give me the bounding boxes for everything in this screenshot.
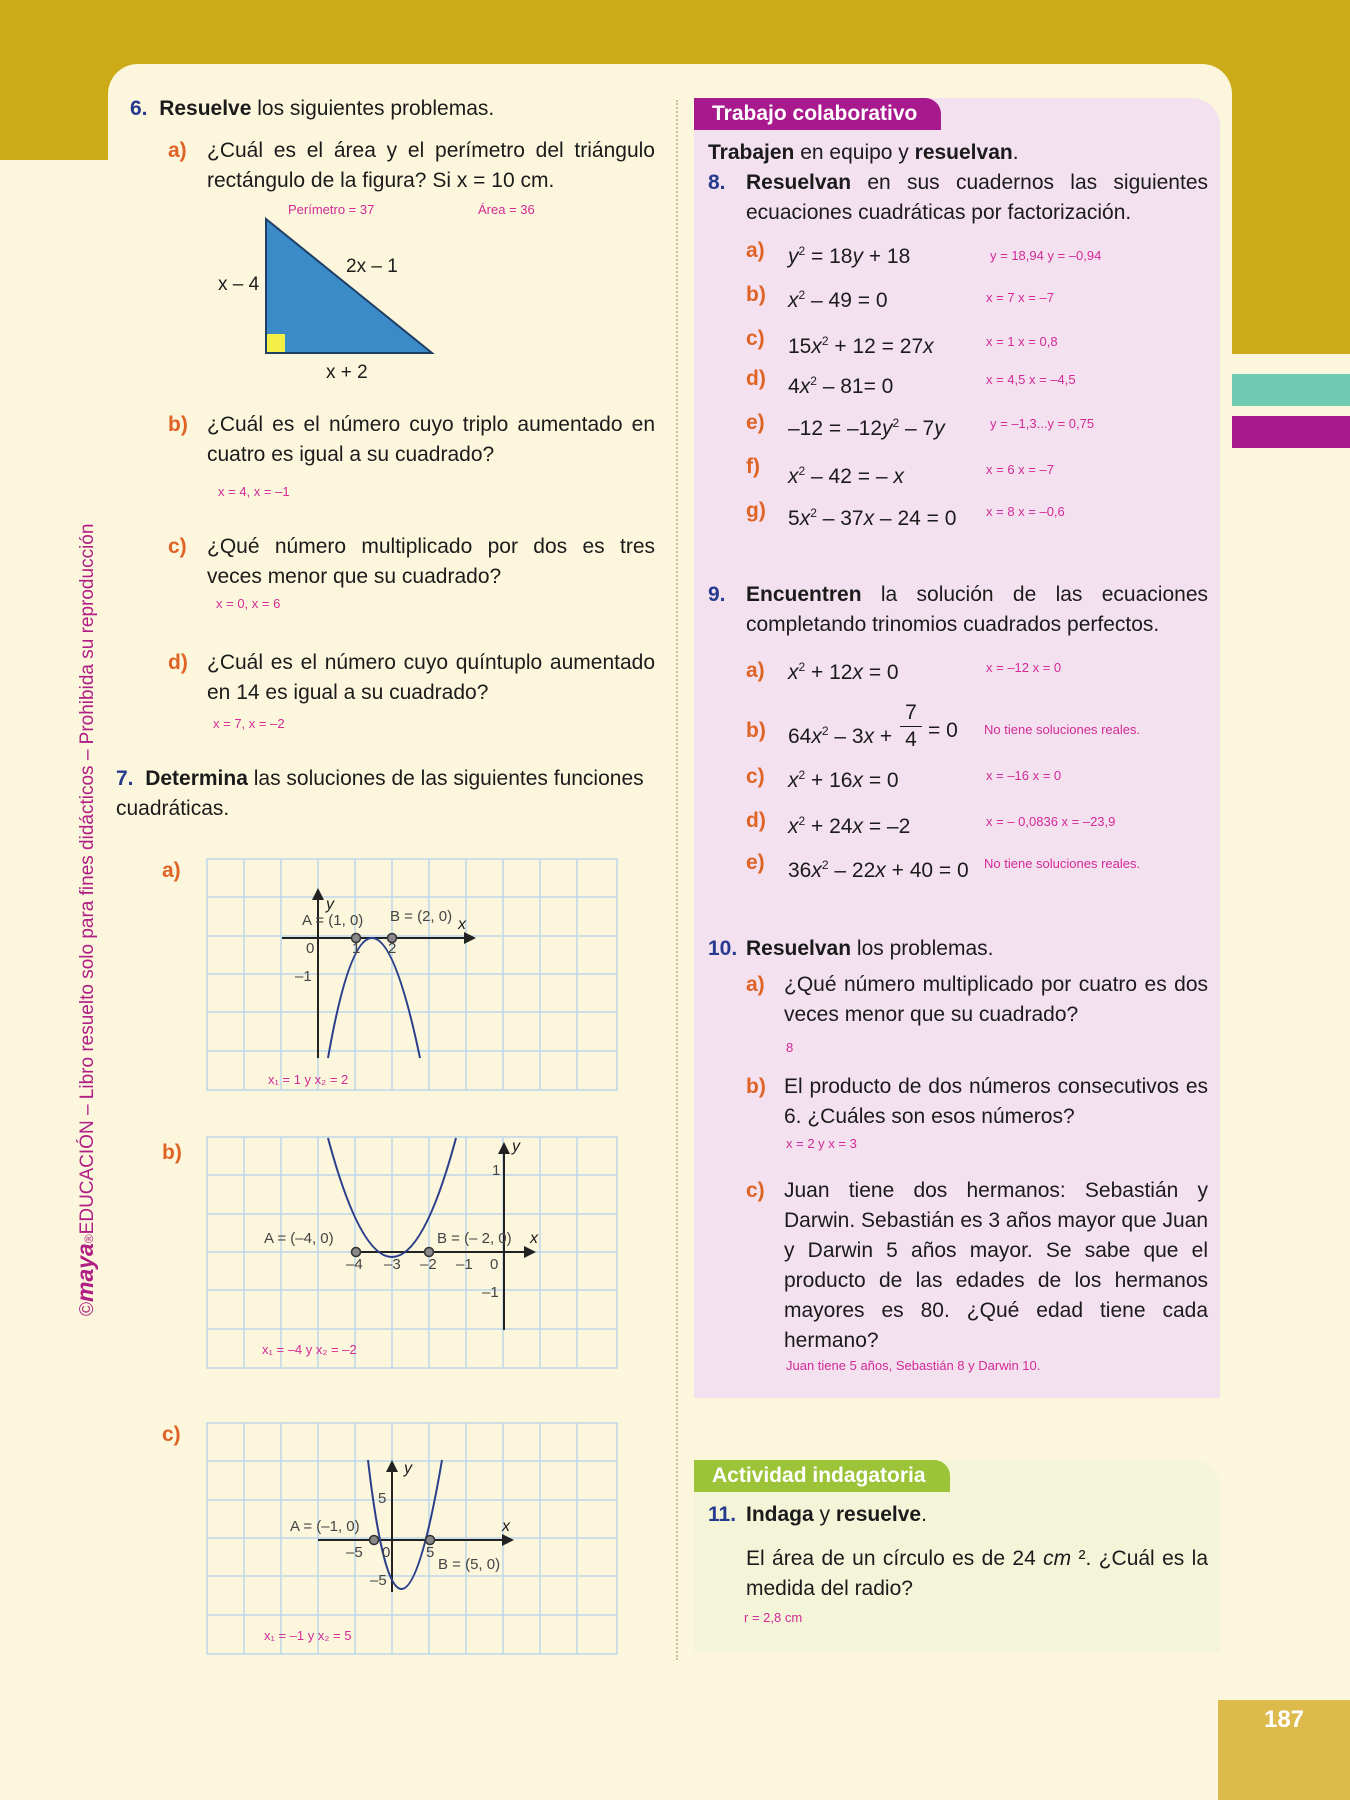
triangle-side-left: x – 4 [218,274,260,295]
q6b-answer: x = 4, x = –1 [218,484,290,499]
page-number: 187 [1263,1706,1305,1733]
graph-a-y-arrow [312,888,324,900]
graph-c-tick-1: –5 [346,1544,363,1561]
q8g-letter: g) [746,499,766,522]
q6d-text: ¿Cuál es el número cuyo quíntuplo aumentado en 14 es igual a su cuadrado? [207,651,655,704]
graph-a-tick-0: 0 [306,940,315,957]
graph-b-tick-6: –1 [482,1284,499,1301]
graph-b-tick-4: 0 [490,1256,499,1273]
q9e-equation: $36x^2 - 22x + 40 = 0$ [788,858,969,882]
q6c-letter: c) [168,535,187,558]
graph-c-tick-3: 5 [426,1544,435,1561]
right-color-band [1232,60,1350,354]
graph-b-tick-1: –3 [384,1256,401,1273]
q8a-letter: a) [746,239,765,262]
graph-b-pointB: B = (– 2, 0) [437,1230,512,1247]
q6d-answer: x = 7, x = –2 [213,716,285,731]
graph-c-tick-0: 5 [378,1490,387,1507]
q9c-answer: x = –16 x = 0 [986,768,1062,783]
graph-a [206,858,618,1092]
q8d-letter: d) [746,367,766,390]
graph-a-parabola [328,938,420,1058]
q9b-fraction: 7 4 [900,700,922,753]
q10c-answer: Juan tiene 5 años, Sebastián 8 y Darwin 10. [786,1358,1041,1373]
q10b-text: El producto de dos números consecutivos es 6. ¿Cuáles son esos números? [784,1075,1208,1128]
section-marker-magenta [1232,416,1350,448]
graph-b-xlabel: x [530,1230,538,1247]
q6a-text: ¿Cuál es el área y el perímetro del triángulo rectángulo de la figura? Si x = 10 cm. [207,139,655,192]
graph-b-tick-5: 1 [492,1162,501,1179]
collab-intro: Trabajen en equipo y resuelvan. [708,141,1019,164]
q9a-equation: $x^2 + 12x = 0$ [788,660,899,684]
q9-heading: Encuentren la solución de las ecuaciones completando trinomios cuadrados perfectos. [746,583,1208,636]
graph-b-tick-2: –2 [420,1256,437,1273]
q8d-answer: x = 4,5 x = –4,5 [986,372,1076,387]
q8e-letter: e) [746,411,765,434]
graph-c-parabola [368,1460,442,1589]
section-marker-teal [1232,374,1350,406]
q8-heading: Resuelvan en sus cuadernos las siguientes ecuaciones cuadráticas por factorización. [746,171,1208,224]
q11-heading: Indaga y resuelve. [746,1503,927,1526]
graph-c-root-1 [370,1536,379,1545]
q10a-answer: 8 [786,1040,794,1055]
graph-c-tick-4: –5 [370,1572,387,1589]
graph-c-pointA: A = (–1, 0) [290,1518,360,1535]
q8b-equation: $x^2 - 49 = 0$ [788,288,888,312]
graph-b [206,1136,618,1370]
graph-a-tick-1: 1 [352,940,361,957]
graph-c-answer: x₁ = –1 y x₂ = 5 [264,1628,352,1643]
graph-a-ylabel: y [326,896,334,913]
q9d-letter: d) [746,809,766,832]
graph-a-pointB: B = (2, 0) [390,908,453,925]
q8f-letter: f) [746,455,760,478]
q8e-equation: $-12 = -12y^2 - 7y$ [788,416,945,440]
q7a-letter: a) [162,859,181,882]
q10a-text: ¿Qué número multiplicado por cuatro es dos veces menor que su cuadrado? [784,973,1208,1026]
q9b-answer: No tiene soluciones reales. [984,722,1141,737]
q11-number: 11. [708,1503,737,1526]
graph-a-xlabel: x [458,916,466,933]
q9c-letter: c) [746,765,765,788]
column-divider [676,100,678,1660]
q6-heading: 6. Resuelve los siguientes problemas. [130,97,495,120]
graph-a-tick-2: 2 [388,940,397,957]
q8a-answer: y = 18,94 y = –0,94 [990,248,1102,263]
q9c-equation: $x^2 + 16x = 0$ [788,768,899,792]
inquiry-tab: Actividad indagatoria [694,1460,950,1492]
q9-number: 9. [708,583,726,606]
q8a-equation: $y^2 = 18y + 18$ [788,244,911,268]
triangle-side-hyp: 2x – 1 [346,256,398,277]
q8b-letter: b) [746,283,766,306]
q7b-letter: b) [162,1141,182,1164]
q9a-letter: a) [746,659,765,682]
q8e-answer: y = –1,3...y = 0,75 [990,416,1095,431]
perimeter-answer: Perímetro = 37 [288,202,375,217]
q8c-equation: $15x^2 + 12 = 27x$ [788,334,934,358]
right-triangle [266,219,432,353]
q7-heading: 7. Determina las soluciones de las siguientes funciones cuadráticas. [116,767,644,820]
q9d-answer: x = – 0,0836 x = –23,9 [986,814,1116,829]
q9d-equation: $x^2 + 24x = -2$ [788,814,911,838]
q8c-answer: x = 1 x = 0,8 [986,334,1058,349]
graph-c-ylabel: y [404,1460,412,1477]
q8f-answer: x = 6 x = –7 [986,462,1054,477]
graph-c-xlabel: x [502,1518,510,1535]
q6b-letter: b) [168,413,188,436]
graph-b-tick-0: –4 [346,1256,363,1273]
q8d-equation: $4x^2 - 81= 0$ [788,374,894,398]
graph-c-tick-2: 0 [382,1544,391,1561]
graph-b-y-arrow [498,1142,510,1154]
left-edge-band [0,0,6,160]
graph-b-answer: x₁ = –4 y x₂ = –2 [262,1342,357,1357]
q8-number: 8. [708,171,726,194]
q8g-equation: $5x^2 - 37x - 24 = 0$ [788,506,957,530]
q10a-letter: a) [746,973,765,996]
graph-b-ylabel: y [512,1138,520,1155]
area-answer: Área = 36 [478,202,535,217]
q8b-answer: x = 7 x = –7 [986,290,1054,305]
right-angle-mark [267,334,285,352]
q10c-text: Juan tiene dos hermanos: Sebastián y Darwin. Sebastián es 3 años mayor que Juan y Darwin 5 años mayor. Se sabe que el producto de las edades de los hermanos mayores es 80. ¿Qué edad tiene cada hermano? [784,1179,1208,1352]
q9b-equation: $64x^2 - 3x$ + [788,724,893,748]
graph-b-tick-3: –1 [456,1256,473,1273]
q9a-answer: x = –12 x = 0 [986,660,1062,675]
q9b-equation-end: = 0 [928,719,958,742]
graph-b-pointA: A = (–4, 0) [264,1230,334,1247]
q10c-letter: c) [746,1179,765,1202]
q9e-letter: e) [746,851,765,874]
q6b-text: ¿Cuál es el número cuyo triplo aumentado en cuatro es igual a su cuadrado? [207,413,655,466]
graph-a-pointA: A = (1, 0) [302,912,364,929]
graph-c [206,1422,618,1656]
q10b-answer: x = 2 y x = 3 [786,1136,857,1151]
q6d-letter: d) [168,651,188,674]
graph-c-pointB: B = (5, 0) [438,1556,501,1573]
q6a-letter: a) [168,139,187,162]
q9e-answer: No tiene soluciones reales. [984,856,1141,871]
q11-answer: r = 2,8 cm [744,1610,803,1625]
q6c-answer: x = 0, x = 6 [216,596,281,611]
q11-text: El área de un círculo es de 24 cm ². ¿Cuál es la medida del radio? [746,1547,1208,1600]
q10-number: 10. [708,937,738,960]
copyright-notice: ©maya®EDUCACIÓN – Libro resuelto solo para fines didácticos – Prohibida su reproducción [72,523,98,1316]
q6c-text: ¿Qué número multiplicado por dos es tres veces menor que su cuadrado? [207,535,655,588]
graph-a-answer: x₁ = 1 y x₂ = 2 [268,1072,349,1087]
graph-a-tick-3: –1 [295,968,312,985]
graph-a-grid [207,859,617,1090]
q10b-letter: b) [746,1075,766,1098]
q8c-letter: c) [746,327,765,350]
q9b-letter: b) [746,719,766,742]
collab-tab: Trabajo colaborativo [694,98,941,130]
triangle-side-bottom: x + 2 [326,362,368,383]
q7c-letter: c) [162,1423,181,1446]
graph-c-grid [207,1423,617,1654]
q8f-equation: $x^2 - 42$ = – x [788,464,904,488]
q10-heading: Resuelvan los problemas. [746,937,994,960]
q8g-answer: x = 8 x = –0,6 [986,504,1065,519]
graph-c-y-arrow [386,1460,398,1472]
